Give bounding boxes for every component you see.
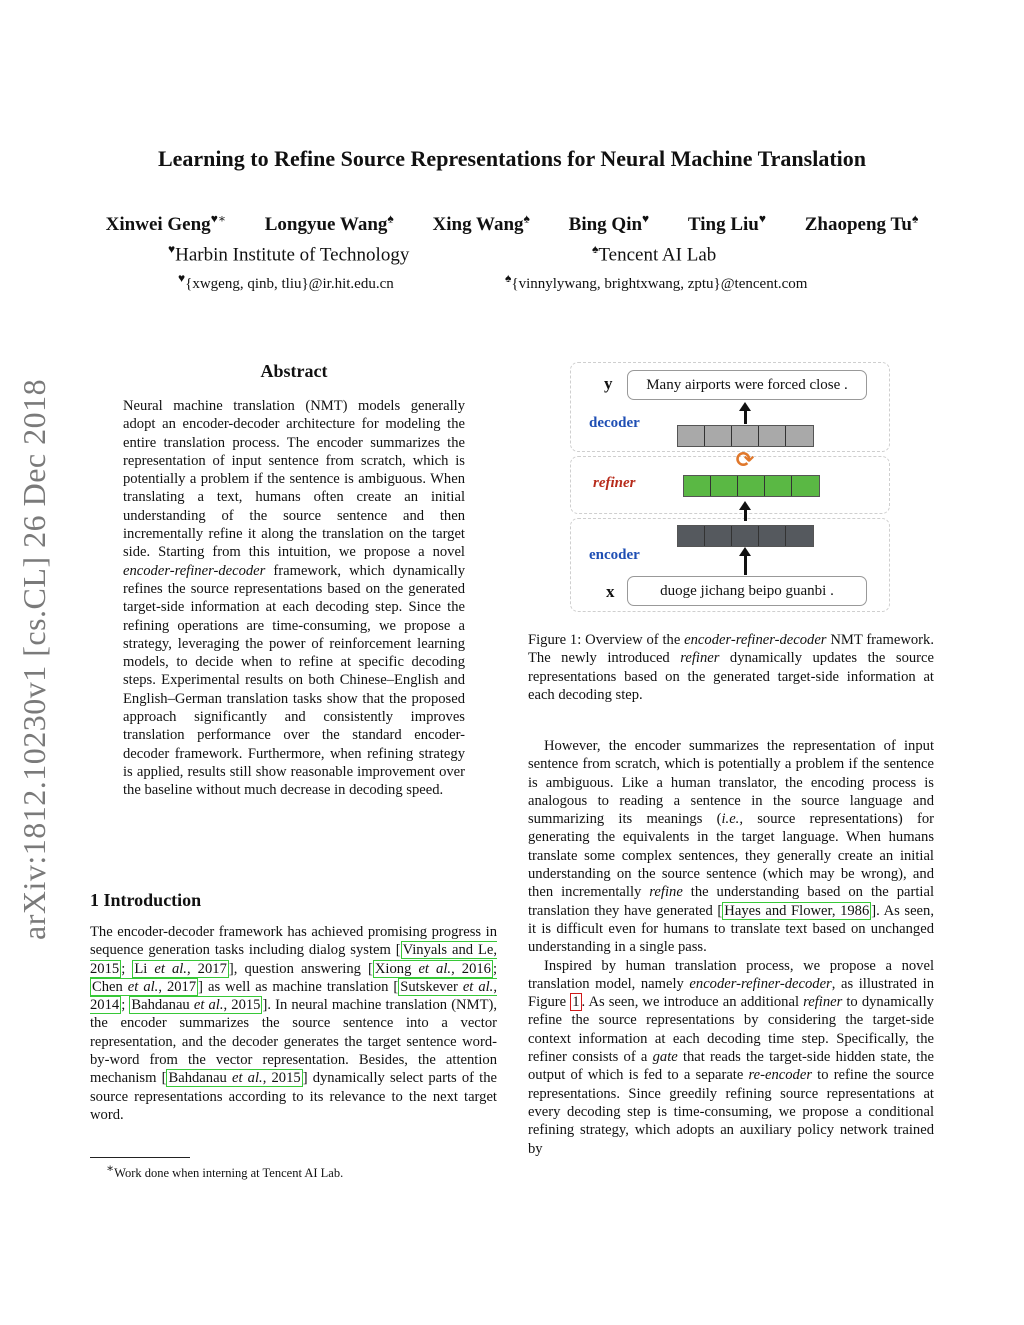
refiner-state-cell [765,476,792,496]
decoder-states [677,425,814,447]
figure-1-caption: Figure 1: Overview of the encoder-refiner-decoder NMT framework. The newly introduced refiner dynamically updates the source representations based on the generated target-side information at each decoding step. [528,632,934,703]
abstract-body: Neural machine translation (NMT) models generally adopt an encoder-decoder architecture for modeling the entire translation process. The encoder summarizes the representation of input sentence from scratch, which is potentially a problem if the sentence is ambiguous. When translating a text, humans often create an initial understanding of the source sentence and then incrementally refine it along the translation on the target side. Starting from this intuition, we propose a novel encoder-refiner-decoder framework, which dynamically refines the source representations based on the generated target-side information at each decoding step. Since the refining operations are time-consuming, we propose a strategy, leveraging the power of reinforcement learning models, to decide when to refine at specific decoding steps. Experimental results on both Chinese–English and English–German translation tasks show that the proposed approach significantly and consistently improves translation performance over the standard encoder-decoder framework. Furthermore, when refining strategy is applied, results still show reasonable improvement over the baseline without much decrease in decoding speed. [123,398,465,799]
paragraph: Inspired by human translation process, we propose a novel translation model, namely encoder-refiner-decoder, as illustrated in Figure 1 . As seen, we introduce an additional refiner to dynamically refine the source representations by considering the target-side context information at each decoding time step. Specifically, the refiner consists of a gate that reads the target-side hidden state, the output of which is fed to a separate re-encoder to refine the source representations. Since greedily refining source representations at every decoding step is time-consuming, we propose a conditional refining strategy, which adopts an auxiliary policy network trained by [528,957,934,1157]
encoder-state-cell [705,526,732,546]
source-x-label: x [606,582,615,601]
refiner-state-cell [738,476,765,496]
author: Xing Wang♠ [432,212,530,236]
email-tencent: ♠{vinnylywang, brightxwang, zptu}@tencent.com [505,271,808,292]
footnote: ∗Work done when interning at Tencent AI Lab. [106,1161,344,1181]
refresh-cycle-icon: ⟳ [735,448,755,473]
right-column-body [528,737,934,1158]
email-hit: ♥{xwgeng, qinb, tliu}@ir.hit.edu.cn [178,271,394,292]
citation-link[interactable]: Bahdanau et al., 2015 [168,1070,301,1087]
paragraph: However, the encoder summarizes the representation of input sentence from scratch, which is potentially a problem if the sentence is ambiguous. Like a human translator, the encoding process is analogous to reading a sentence in the source language and summarizing its meanings (i.e., source representations) for generating the equivalents in the target language. When humans translate some complex sentences, they generally create an initial understanding on the source sentence (which may be wrong), and then incrementally refine the understanding based on the partial translation they have generated [ Hayes and Flower, 1986 ]. As seen, it is difficult even for humans to translate text based on unchanged understanding in a single pass. [528,738,935,956]
source-sentence-box: duoge jichang beipo guanbi . [627,576,867,606]
author-list [0,212,1024,236]
affiliation-hit: ♥Harbin Institute of Technology [168,242,410,266]
encoder-state-cell [678,526,705,546]
citation-link[interactable]: Vinyals and Le, 2015 [90,942,497,977]
abstract-heading: Abstract [260,361,328,381]
encoder-states [677,525,814,547]
refiner-states [683,475,820,497]
decoder-label: decoder [589,415,640,431]
refiner-state-cell [684,476,711,496]
citation-link[interactable]: Hayes and Flower, 1986 [724,902,870,919]
citation-link[interactable]: Chen et al., 2017 [92,978,197,995]
paper-title: Learning to Refine Source Representations for Neural Machine Translation [157,146,867,171]
target-sentence-box: Many airports were forced close . [627,370,867,400]
refiner-state-cell [711,476,738,496]
citation-link[interactable]: Sutskever et al., 2014 [90,978,497,1014]
decoder-state-cell [786,426,813,446]
author: Bing Qin♥ [568,212,650,236]
refiner-label: refiner [593,475,636,491]
encoder-state-cell [786,526,813,546]
decoder-state-cell [705,426,732,446]
figure-1-diagram [570,362,890,614]
decoder-state-cell [678,426,705,446]
encoder-label: encoder [589,547,640,563]
author: Zhaopeng Tu♠ [804,212,919,236]
footnote-divider [90,1157,190,1158]
author: Xinwei Geng♥∗ [105,212,226,236]
decoder-state-cell [732,426,759,446]
author: Longyue Wang♠ [264,212,394,236]
arxiv-identifier: arXiv:1812.10230v1 [cs.CL] 26 Dec 2018 [16,378,52,940]
encoder-state-cell [759,526,786,546]
refiner-state-cell [792,476,819,496]
encoder-state-cell [732,526,759,546]
section-heading-introduction: 1 Introduction [90,890,202,910]
target-y-label: y [604,374,613,393]
decoder-state-cell [759,426,786,446]
figure-reference-link[interactable]: 1 [572,994,580,1011]
affiliation-tencent: ♠Tencent AI Lab [592,242,717,266]
author: Ting Liu♥ [687,212,766,236]
citation-link[interactable]: Bahdanau et al., 2015 [131,997,261,1014]
citation-link[interactable]: Xiong et al., 2016 [374,960,491,977]
introduction-paragraph: The encoder-decoder framework has achieved promising progress in sequence generation tasks including dialog system [ Vinyals and Le, 2015 ; Li et al., 2017 ], question answering [ Xiong et al., 2016 ; Chen et al., 2017 ] as well as machine translation [ Sutskever et al., 2014 ; Bahdanau et al., 2015 ]. In neural machine translation (NMT), the encoder summarizes the source sentence into a vector representation, and the decoder generates the target sentence word-by-word from the vector representation. Besides, the attention mechanism [ Bahdanau et al., 2015 ] dynamically select parts of the source representations according to its relevance to the next target word. [90,924,498,1123]
citation-link[interactable]: Li et al., 2017 [134,960,227,977]
